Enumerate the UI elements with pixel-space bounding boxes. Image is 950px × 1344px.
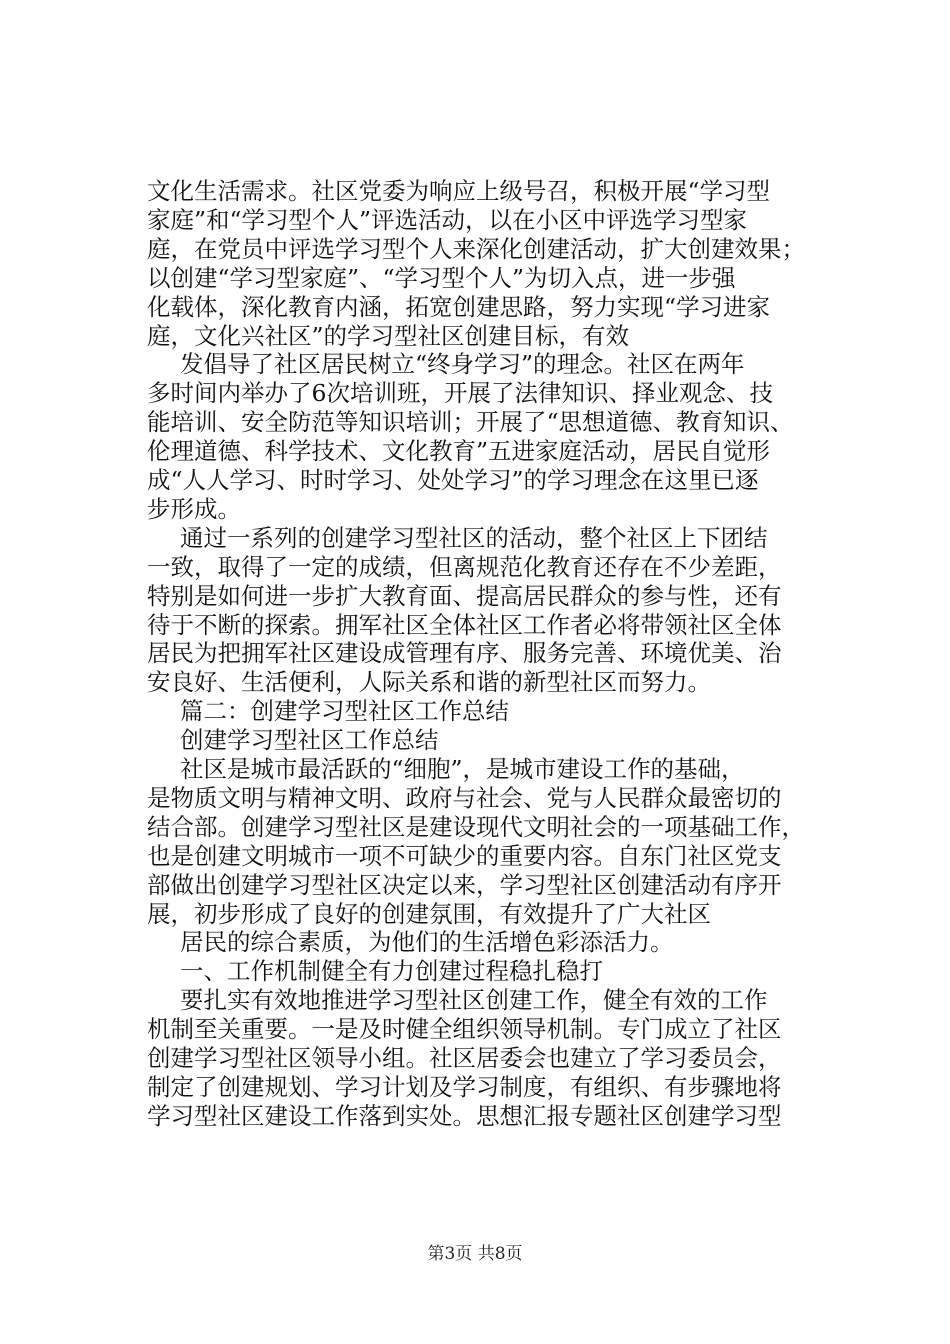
text-line: 庭，在党员中评选学习型个人来深化创建活动，扩大创建效果；	[147, 234, 805, 263]
text-line: 结合部。创建学习型社区是建设现代文明社会的一项基础工作，	[147, 812, 805, 841]
document-title: 创建学习型社区工作总结	[180, 726, 439, 755]
paragraph-first-line: 发倡导了社区居民树立“终身学习”的理念。社区在两年	[180, 350, 745, 379]
text-line: 机制至关重要。一是及时健全组织领导机制。专门成立了社区	[147, 1015, 782, 1044]
text-line: 待于不断的探索。拥军社区全体社区工作者必将带领社区全体	[147, 610, 782, 639]
text-line: 文化生活需求。社区党委为响应上级号召，积极开展“学习型	[147, 177, 771, 205]
text-line: 一致，取得了一定的成绩，但离规范化教育还存在不少差距，	[147, 552, 782, 581]
text-line: 伦理道德、科学技术、文化教育”五进家庭活动，居民自觉形	[147, 437, 771, 466]
section-heading: 篇二：创建学习型社区工作总结	[180, 697, 509, 726]
text-line: 多时间内举办了6次培训班，开展了法律知识、择业观念、技	[147, 379, 773, 408]
text-line: 以创建“学习型家庭”、“学习型个人”为切入点，进一步强	[147, 263, 736, 292]
text-line: 制定了创建规划、学习计划及学习制度，有组织、有步骤地将	[147, 1072, 782, 1101]
section-heading: 一、工作机制健全有力创建过程稳扎稳打	[180, 957, 603, 986]
text-line: 特别是如何进一步扩大教育面、提高居民群众的参与性，还有	[147, 581, 782, 610]
text-line: 是物质文明与精神文明、政府与社会、党与人民群众最密切的	[147, 783, 782, 812]
page-indicator: 第3页 共8页	[427, 1244, 523, 1264]
page-footer	[0, 1243, 950, 1265]
paragraph-first-line: 居民的综合素质，为他们的生活增色彩添活力。	[180, 928, 674, 957]
text-line: 居民为把拥军社区建设成管理有序、服务完善、环境优美、治	[147, 639, 782, 668]
text-line: 能培训、安全防范等知识培训；开展了“思想道德、教育知识、	[147, 408, 794, 437]
text-line: 展，初步形成了良好的创建氛围，有效提升了广大社区	[147, 899, 711, 928]
paragraph-first-line: 社区是城市最活跃的“细胞”，是城市建设工作的基础，	[180, 755, 745, 783]
text-line: 化载体，深化教育内涵，拓宽创建思路，努力实现“学习进家	[147, 292, 771, 321]
text-line: 成“人人学习、时时学习、处处学习”的学习理念在这里已逐	[147, 466, 759, 494]
text-line: 也是创建文明城市一项不可缺少的重要内容。自东门社区党支	[147, 841, 782, 870]
text-line: 步形成。	[147, 494, 241, 523]
text-line: 庭，文化兴社区”的学习型社区创建目标，有效	[147, 321, 630, 350]
text-line: 学习型社区建设工作落到实处。思想汇报专题社区创建学习型	[147, 1101, 782, 1130]
text-line: 创建学习型社区领导小组。社区居委会也建立了学习委员会，	[147, 1044, 782, 1072]
text-line: 安良好、生活便利，人际关系和谐的新型社区而努力。	[147, 668, 711, 697]
paragraph-first-line: 通过一系列的创建学习型社区的活动，整个社区上下团结	[180, 523, 768, 552]
paragraph-first-line: 要扎实有效地推进学习型社区创建工作，健全有效的工作	[180, 986, 768, 1015]
text-line: 部做出创建学习型社区决定以来，学习型社区创建活动有序开	[147, 870, 782, 899]
text-line: 家庭”和“学习型个人”评选活动，以在小区中评选学习型家	[147, 205, 748, 234]
